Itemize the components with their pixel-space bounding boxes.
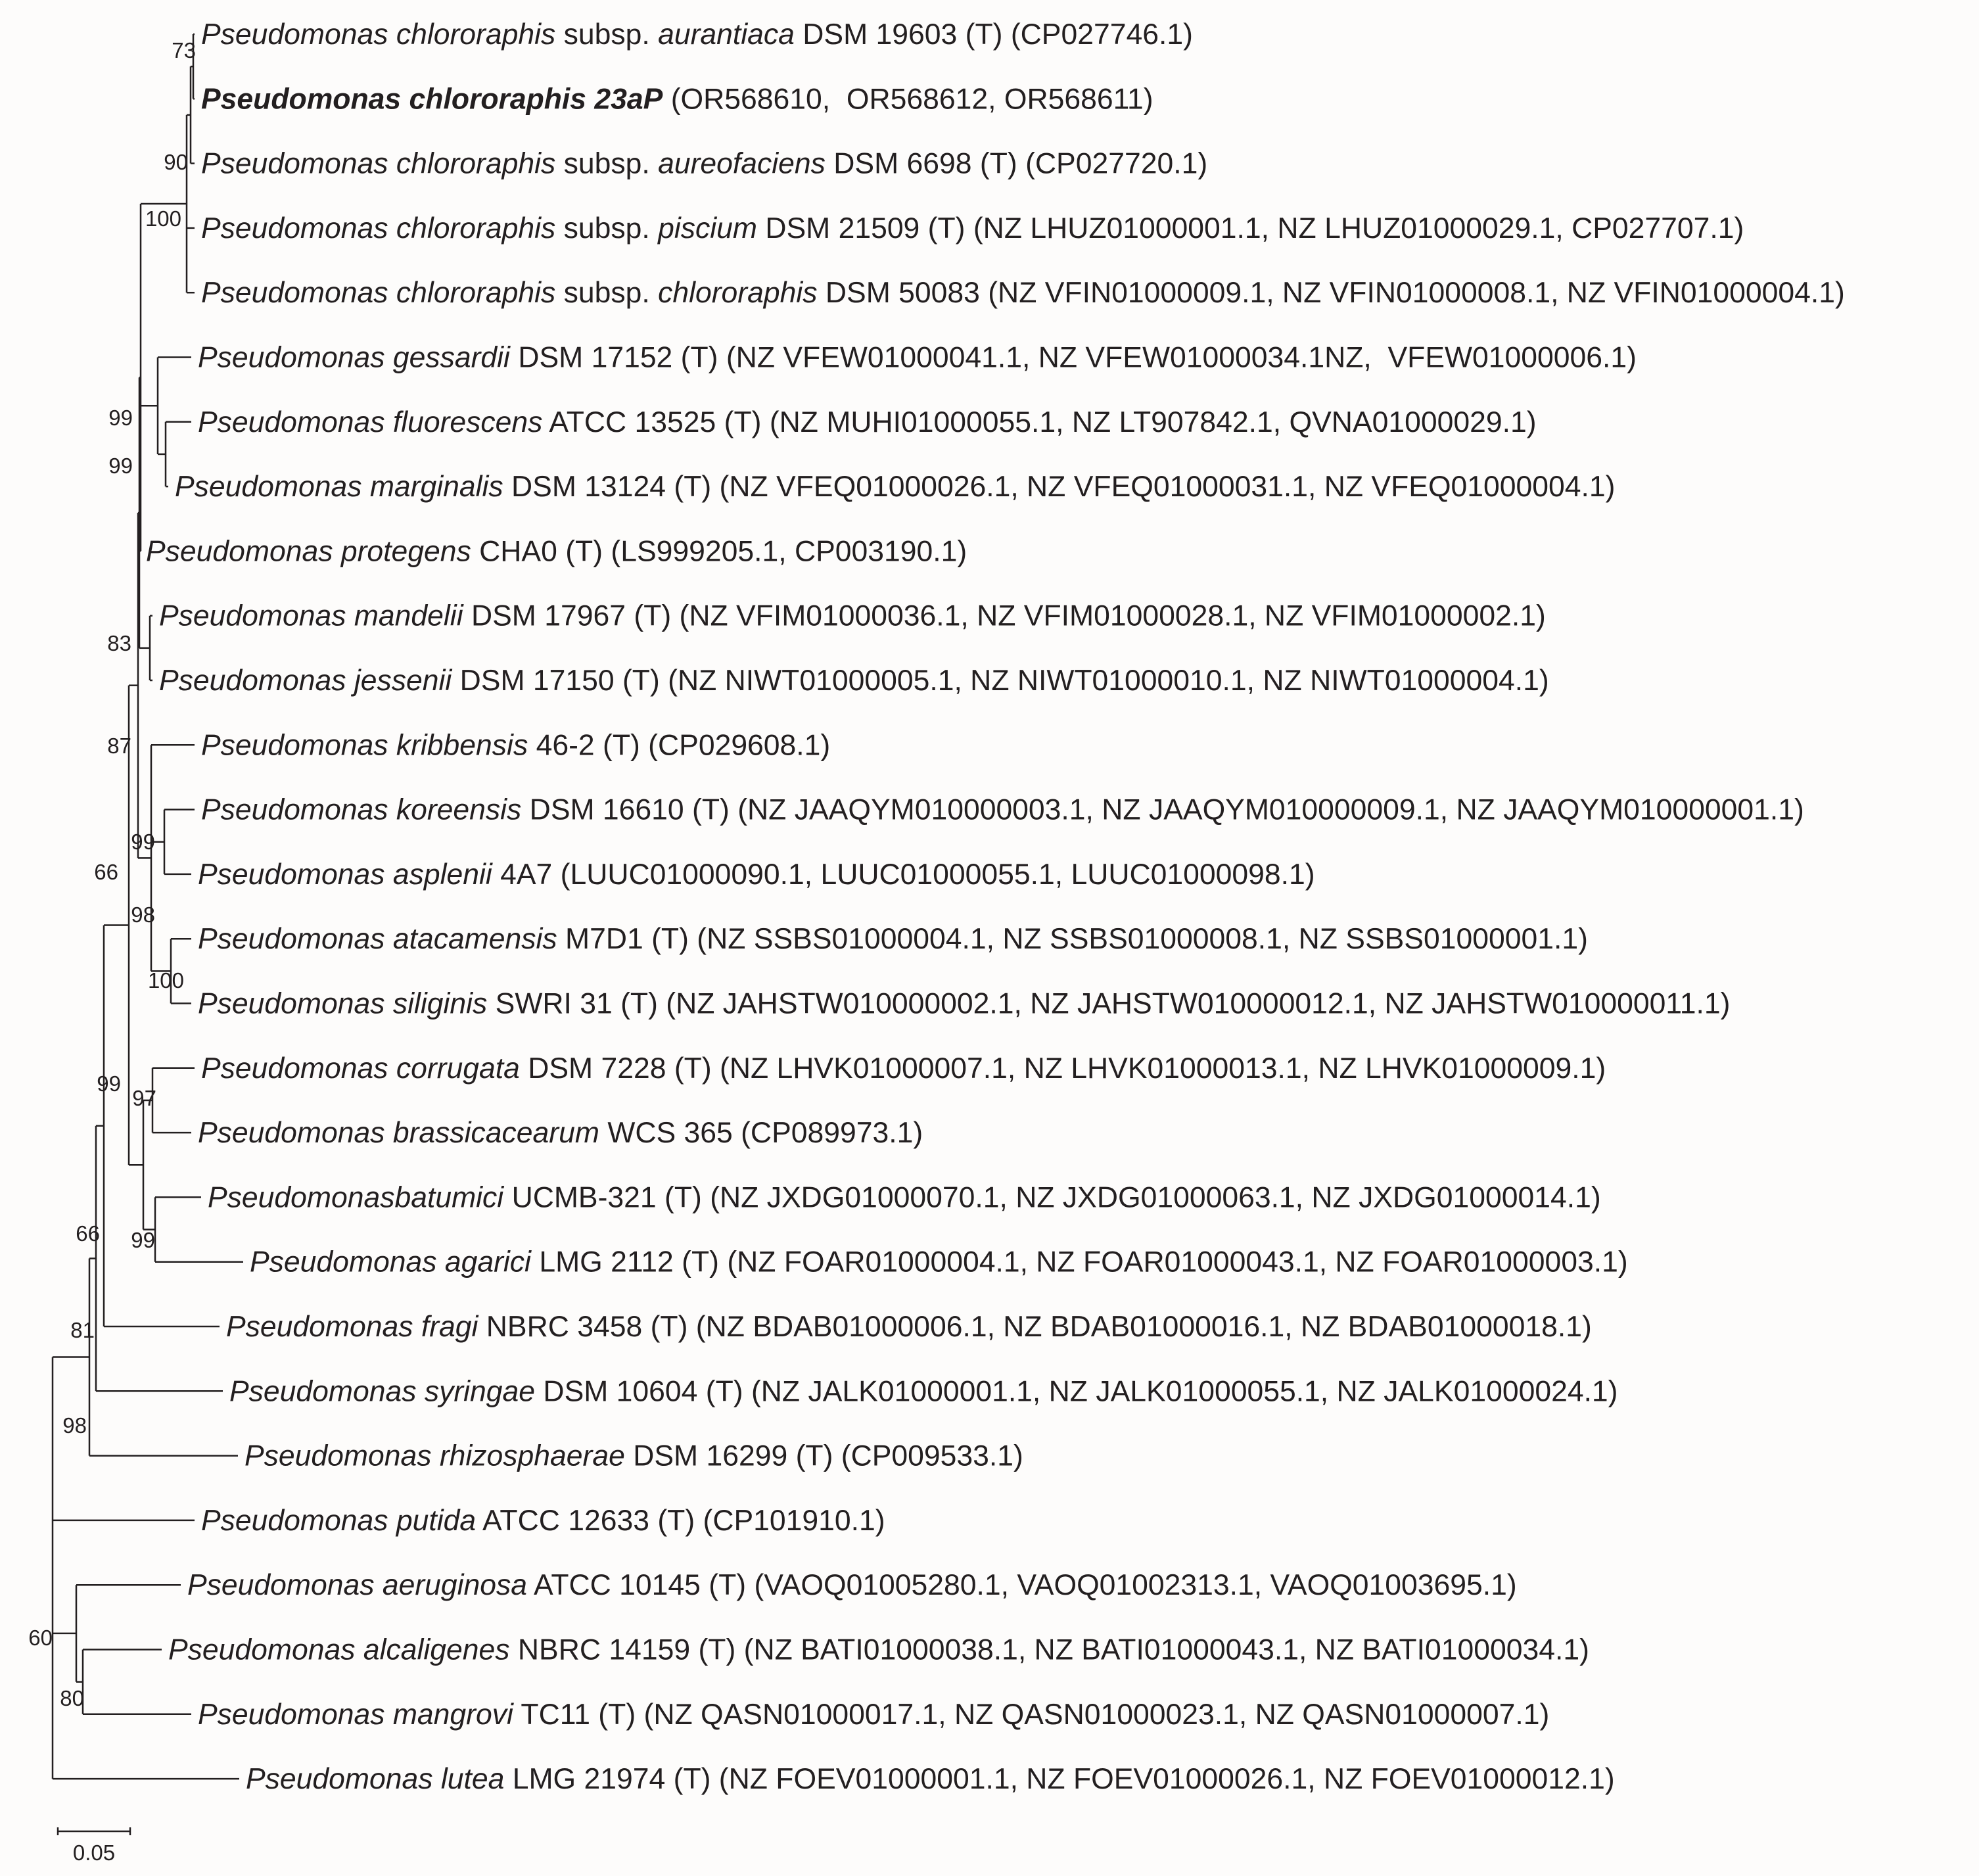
leaf-label-protegens <box>146 535 967 567</box>
strain-accession-text: SWRI 31 (T) (NZ JAHSTW010000002.1, NZ JAHSTW010000012.1, NZ JAHSTW010000011.1) <box>487 987 1731 1020</box>
bootstrap-value: 60 <box>28 1626 53 1650</box>
scale-bar-label: 0.05 <box>72 1841 116 1865</box>
strain-accession-text: subsp. <box>555 277 659 310</box>
strain-accession-text: subsp. <box>555 18 659 51</box>
strain-accession-text: DSM 17152 (T) (NZ VFEW01000041.1, NZ VFEW01000034.1NZ, VFEW01000006.1) <box>509 341 1637 374</box>
strain-accession-text: ATCC 12633 (T) (CP101910.1) <box>476 1504 885 1537</box>
leaf-label-syringae <box>229 1375 1618 1407</box>
strain-accession-text: WCS 365 (CP089973.1) <box>599 1117 923 1150</box>
bootstrap-value: 99 <box>97 1071 121 1096</box>
leaf-label-brassicacearum <box>198 1117 923 1149</box>
strain-accession-text: (OR568610, OR568612, OR568611) <box>663 83 1153 116</box>
scale-bar <box>58 1827 130 1865</box>
leaf-label-aurantiaca <box>201 18 1193 51</box>
leaf-label-gessardii <box>198 342 1637 374</box>
strain-accession-text: DSM 17967 (T) (NZ VFIM01000036.1, NZ VFIM01000028.1, NZ VFIM01000002.1) <box>463 599 1546 632</box>
species-name: Pseudomonas agarici <box>250 1246 531 1278</box>
leaf-label-atacamensis <box>198 923 1588 955</box>
strain-accession-text: subsp. <box>555 212 659 245</box>
species-name: Pseudomonas protegens <box>146 535 471 568</box>
bootstrap-value: 90 <box>164 150 188 174</box>
species-name: Pseudomonas syringae <box>229 1375 536 1408</box>
leaf-label-mandelii <box>159 600 1546 632</box>
strain-accession-text: CHA0 (T) (LS999205.1, CP003190.1) <box>471 535 967 568</box>
leaf-label-marginalis <box>175 471 1615 503</box>
leaf-label-putida <box>201 1505 885 1537</box>
strain-accession-text: DSM 7228 (T) (NZ LHVK01000007.1, NZ LHVK01000013.1, NZ LHVK01000009.1) <box>519 1052 1606 1085</box>
leaf-label-batumici <box>208 1181 1601 1213</box>
strain-accession-text: subsp. <box>555 147 659 180</box>
bootstrap-value: 87 <box>107 734 131 758</box>
species-name: chlororaphis <box>658 277 818 310</box>
species-name: Pseudomonas asplenii <box>198 858 492 891</box>
bootstrap-value: 99 <box>131 830 155 854</box>
strain-accession-text: DSM 16299 (T) (CP009533.1) <box>624 1440 1023 1472</box>
strain-accession-text: DSM 6698 (T) (CP027720.1) <box>825 147 1208 180</box>
species-name: Pseudomonas marginalis <box>175 471 503 504</box>
species-name: Pseudomonas mangrovi <box>198 1698 513 1731</box>
leaf-label-lutea <box>246 1763 1615 1795</box>
bootstrap-value: 73 <box>172 38 196 62</box>
leaf-label-fragi <box>226 1311 1592 1343</box>
leaf-label-siliginis <box>198 988 1730 1020</box>
species-name: Pseudomonas chlororaphis <box>201 212 556 245</box>
bootstrap-value: 98 <box>62 1413 87 1438</box>
strain-accession-text: NBRC 3458 (T) (NZ BDAB01000006.1, NZ BDAB01000016.1, NZ BDAB01000018.1) <box>478 1311 1592 1343</box>
species-name: Pseudomonas chlororaphis <box>201 18 556 51</box>
species-name: Pseudomonas mandelii <box>159 599 463 632</box>
species-name: Pseudomonas siliginis <box>198 987 488 1020</box>
strain-accession-text: NBRC 14159 (T) (NZ BATI01000038.1, NZ BATI01000043.1, NZ BATI01000034.1) <box>509 1633 1589 1666</box>
leaf-label-agarici <box>250 1246 1628 1278</box>
species-name: Pseudomonasbatumici <box>208 1181 504 1214</box>
species-name: Pseudomonas chlororaphis <box>201 147 556 180</box>
strain-accession-text: DSM 21509 (T) (NZ LHUZ01000001.1, NZ LHUZ01000029.1, CP027707.1) <box>757 212 1744 245</box>
strain-accession-text: UCMB-321 (T) (NZ JXDG01000070.1, NZ JXDG01000063.1, NZ JXDG01000014.1) <box>503 1181 1601 1214</box>
bootstrap-value: 66 <box>94 860 118 884</box>
species-name: piscium <box>658 212 757 245</box>
leaf-label-corrugata <box>201 1052 1606 1085</box>
species-name: aurantiaca <box>658 18 795 51</box>
species-name: Pseudomonas corrugata <box>201 1052 520 1085</box>
leaf-label-jessenii <box>159 665 1549 697</box>
species-name: Pseudomonas koreensis <box>201 793 522 826</box>
species-name: Pseudomonas chlororaphis 23aP <box>201 83 663 116</box>
species-name: Pseudomonas aeruginosa <box>187 1569 528 1602</box>
species-name: aureofaciens <box>658 147 826 180</box>
leaf-label-fluorescens <box>198 406 1537 438</box>
strain-accession-text: M7D1 (T) (NZ SSBS01000004.1, NZ SSBS01000008.1, NZ SSBS01000001.1) <box>557 923 1588 956</box>
strain-accession-text: TC11 (T) (NZ QASN01000017.1, NZ QASN01000023.1, NZ QASN01000007.1) <box>513 1698 1550 1731</box>
species-name: Pseudomonas alcaligenes <box>168 1633 510 1666</box>
bootstrap-value: 100 <box>147 968 184 993</box>
strain-accession-text: ATCC 10145 (T) (VAOQ01005280.1, VAOQ01002313.1, VAOQ01003695.1) <box>527 1569 1517 1602</box>
leaf-label-chlororaphis <box>201 277 1845 309</box>
bootstrap-value: 98 <box>131 903 155 927</box>
species-name: Pseudomonas chlororaphis <box>201 277 556 310</box>
species-name: Pseudomonas fluorescens <box>198 406 543 438</box>
bootstrap-value: 66 <box>76 1221 100 1246</box>
species-name: Pseudomonas jessenii <box>159 665 452 697</box>
strain-accession-text: 46-2 (T) (CP029608.1) <box>528 729 831 762</box>
bootstrap-value: 81 <box>70 1318 95 1342</box>
bootstrap-value: 97 <box>132 1086 156 1110</box>
bootstrap-value: 83 <box>107 631 131 655</box>
strain-accession-text: DSM 16610 (T) (NZ JAAQYM010000003.1, NZ JAAQYM010000009.1, NZ JAAQYM010000001.1) <box>521 793 1804 826</box>
leaf-label-mangrovi <box>198 1699 1549 1731</box>
leaf-label-piscium <box>201 212 1744 245</box>
leaf-labels <box>146 18 1845 1795</box>
bootstrap-value: 99 <box>108 406 133 430</box>
species-name: Pseudomonas putida <box>201 1504 477 1537</box>
bootstrap-value: 99 <box>108 454 133 478</box>
bootstrap-value: 99 <box>131 1228 155 1252</box>
strain-accession-text: DSM 19603 (T) (CP027746.1) <box>794 18 1193 51</box>
bootstrap-value: 80 <box>60 1686 84 1710</box>
strain-accession-text: DSM 17150 (T) (NZ NIWT01000005.1, NZ NIWT01000010.1, NZ NIWT01000004.1) <box>452 665 1549 697</box>
species-name: Pseudomonas fragi <box>226 1311 478 1343</box>
leaf-label-rhizosphaerae <box>244 1440 1023 1472</box>
strain-accession-text: DSM 10604 (T) (NZ JALK01000001.1, NZ JALK01000055.1, NZ JALK01000024.1) <box>535 1375 1618 1408</box>
species-name: Pseudomonas atacamensis <box>198 923 557 956</box>
bootstrap-value: 100 <box>145 206 181 231</box>
species-name: Pseudomonas gessardii <box>198 341 510 374</box>
species-name: Pseudomonas brassicacearum <box>198 1117 599 1150</box>
leaf-label-23aP <box>201 83 1153 115</box>
species-name: Pseudomonas lutea <box>246 1763 505 1796</box>
strain-accession-text: LMG 21974 (T) (NZ FOEV01000001.1, NZ FOEV01000026.1, NZ FOEV01000012.1) <box>504 1763 1615 1796</box>
strain-accession-text: LMG 2112 (T) (NZ FOAR01000004.1, NZ FOAR01000043.1, NZ FOAR01000003.1) <box>530 1246 1628 1278</box>
leaf-label-alcaligenes <box>168 1634 1589 1666</box>
leaf-label-koreensis <box>201 794 1804 826</box>
strain-accession-text: DSM 50083 (NZ VFIN01000009.1, NZ VFIN01000008.1, NZ VFIN01000004.1) <box>817 277 1845 310</box>
strain-accession-text: 4A7 (LUUC01000090.1, LUUC01000055.1, LUUC01000098.1) <box>492 858 1315 891</box>
species-name: Pseudomonas rhizosphaerae <box>244 1440 625 1472</box>
strain-accession-text: DSM 13124 (T) (NZ VFEQ01000026.1, NZ VFEQ01000031.1, NZ VFEQ01000004.1) <box>503 471 1616 504</box>
leaf-label-kribbensis <box>201 729 830 761</box>
leaf-label-asplenii <box>198 858 1315 891</box>
species-name: Pseudomonas kribbensis <box>201 729 528 762</box>
leaf-label-aureofaciens <box>201 148 1207 180</box>
leaf-label-aeruginosa <box>187 1569 1517 1601</box>
strain-accession-text: ATCC 13525 (T) (NZ MUHI01000055.1, NZ LT907842.1, QVNA01000029.1) <box>542 406 1537 438</box>
